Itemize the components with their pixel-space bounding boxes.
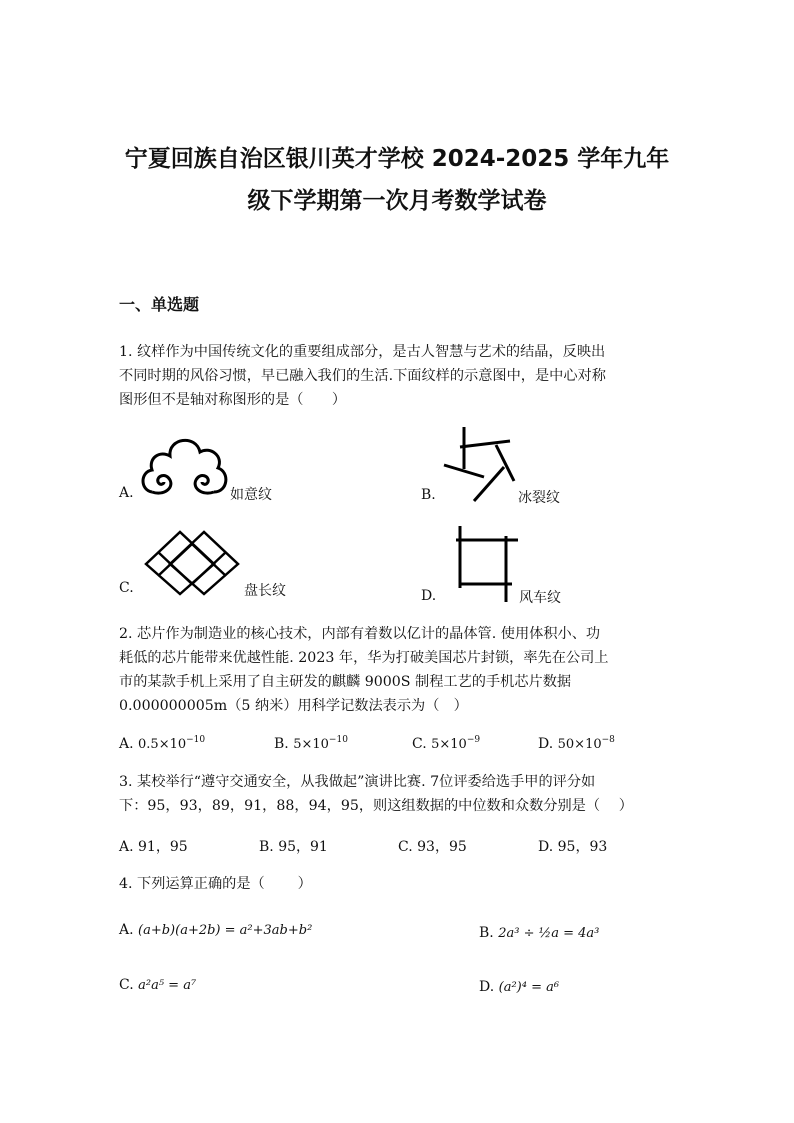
ruyi-cloud-pattern-icon (138, 428, 230, 502)
option-expression: (a+b)(a+2b) = a²+3ab+b² (138, 923, 313, 938)
option-d-caption: 风车纹 (519, 590, 561, 606)
option-expression: a²a⁵ = a⁷ (138, 978, 197, 993)
ice-crack-pattern-icon (440, 425, 520, 503)
option-c[interactable] (119, 977, 196, 993)
option-text: 95，93 (557, 839, 608, 855)
question-text-line: 2. 芯片作为制造业的核心技术，内部有着数以亿计的晶体管. 使用体积小、功 (119, 626, 601, 642)
option-exponent: −9 (466, 735, 481, 745)
option-base: 5×10 (293, 737, 329, 752)
option-exponent: −8 (601, 735, 615, 745)
option-exponent: −10 (328, 735, 348, 745)
option-text: 95，91 (278, 839, 328, 855)
option-a[interactable] (119, 836, 188, 856)
option-letter: C. (398, 839, 413, 855)
option-letter: D. (538, 736, 554, 752)
option-letter: B. (479, 925, 494, 941)
option-b[interactable] (274, 735, 348, 752)
option-a-letter[interactable]: A. (119, 485, 134, 501)
option-d[interactable] (538, 735, 615, 752)
question-text-line: 4. 下列运算正确的是（ ） (119, 876, 312, 892)
option-letter: A. (119, 839, 134, 855)
exam-title (60, 138, 734, 222)
question-3-stem (119, 770, 679, 818)
option-text: 93，95 (417, 839, 467, 855)
option-c[interactable] (412, 735, 480, 752)
option-letter: A. (119, 922, 134, 938)
option-letter: D. (538, 839, 554, 855)
option-b[interactable] (479, 925, 599, 941)
question-text-line: 下：95，93，89，91，88，94，95，则这组数据的中位数和众数分别是（ ） (119, 798, 633, 814)
option-base: 0.5×10 (138, 737, 187, 752)
question-text-line: 市的某款手机上采用了自主研发的麒麟 9000S 制程工艺的手机芯片数据 (119, 674, 572, 690)
option-a[interactable] (119, 922, 312, 938)
option-c-letter[interactable]: C. (119, 580, 134, 596)
question-text-line: 0.000000005m（5 纳米）用科学记数法表示为（ ） (119, 698, 468, 714)
question-text-line: 耗低的芯片能带来优越性能. 2023 年，华为打破美国芯片封锁，率先在公司上 (119, 650, 609, 666)
question-text-line: 1. 纹样作为中国传统文化的重要组成部分，是古人智慧与艺术的结晶，反映出 (119, 344, 606, 360)
option-b-letter[interactable]: B. (421, 487, 436, 503)
option-letter: B. (259, 839, 274, 855)
option-expression: (a²)⁴ = a⁶ (498, 980, 560, 995)
option-b[interactable] (259, 836, 328, 856)
question-text-line: 3. 某校举行“遵守交通安全，从我做起”演讲比赛. 7位评委给选手甲的评分如 (119, 774, 596, 790)
option-d-letter[interactable]: D. (421, 588, 437, 604)
option-expression: 2a³ ÷ ½a = 4a³ (498, 926, 600, 941)
option-exponent: −10 (186, 735, 206, 745)
question-1-stem (119, 340, 679, 412)
panchang-knot-pattern-icon (142, 530, 242, 596)
option-text: 91，95 (138, 839, 188, 855)
option-letter: B. (274, 736, 289, 752)
option-d[interactable] (479, 979, 559, 995)
option-c[interactable] (398, 836, 467, 856)
windmill-pattern-icon (452, 524, 522, 604)
option-a[interactable] (119, 735, 205, 752)
question-2-stem (119, 622, 679, 718)
option-a-caption: 如意纹 (230, 487, 272, 503)
question-text-line: 不同时期的风俗习惯，早已融入我们的生活.下面纹样的示意图中，是中心对称 (119, 368, 606, 384)
title-line-1: 宁夏回族自治区银川英才学校 2024-2025 学年九年 (124, 146, 670, 172)
option-letter: A. (119, 736, 134, 752)
option-letter: C. (412, 736, 427, 752)
section-heading: 一、单选题 (119, 295, 200, 314)
option-base: 5×10 (431, 737, 467, 752)
question-text-line: 图形但不是轴对称图形的是（ ） (119, 392, 347, 408)
option-letter: D. (479, 979, 495, 995)
option-letter: C. (119, 977, 134, 993)
title-line-2: 级下学期第一次月考数学试卷 (247, 188, 547, 214)
option-d[interactable] (538, 836, 607, 856)
option-c-caption: 盘长纹 (244, 583, 286, 599)
option-base: 50×10 (557, 737, 602, 752)
option-b-caption: 冰裂纹 (518, 490, 560, 506)
question-4-stem (119, 872, 679, 896)
